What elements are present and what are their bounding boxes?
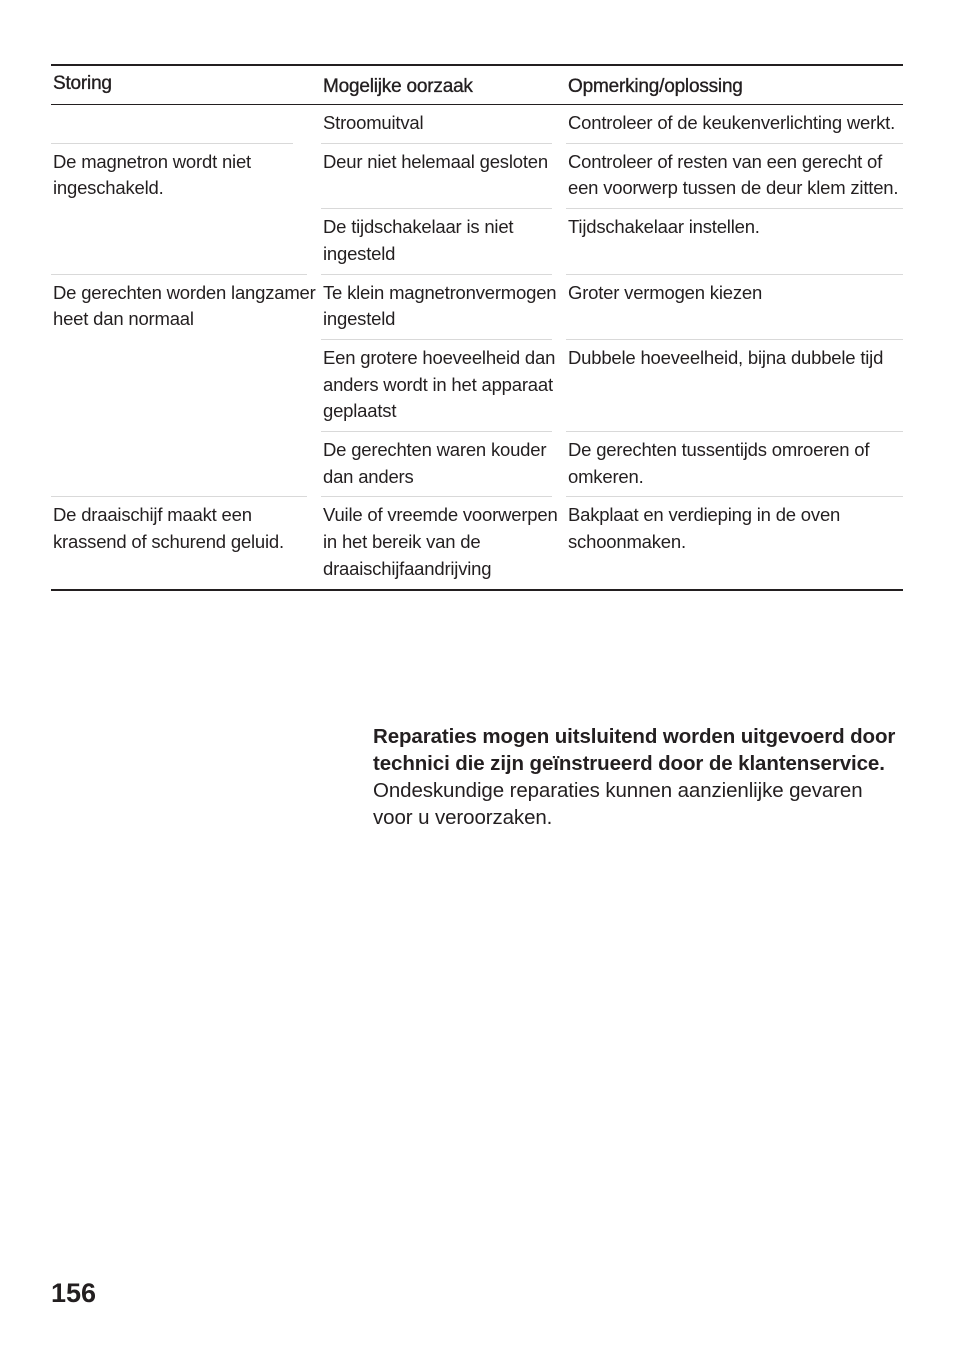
table-row [51,340,903,431]
cell-oplossing: Dubbele hoeveelheid, bijna dubbele tijd [568,346,884,368]
cell-storing [51,105,321,143]
repair-warning-regular: Ondeskundige reparaties kunnen aanzienlijke gevaren voor u veroorzaken. [373,779,863,829]
cell-storing [51,340,321,431]
table-body [51,105,903,590]
header-storing: Storing [51,65,321,105]
table-row [51,105,903,143]
troubleshooting-section [51,64,903,591]
table-header-row [51,65,903,105]
table-row [51,275,903,339]
cell-storing: De gerechten worden langzamer heet dan normaal [53,281,316,330]
cell-oplossing: Controleer of de keukenverlichting werkt. [568,112,896,133]
cell-oplossing: Controleer of resten van een gerecht of een voorwerp tussen de deur klem zitten. [568,150,899,199]
cell-oplossing: Tijdschakelaar instellen. [568,216,760,238]
repair-warning-bold: Reparaties mogen uitsluitend worden uitgevoerd door technici die zijn geïnstrueerd door de klantenservice. [373,725,896,775]
cell-storing: De draaischijf maakt een krassend of schurend geluid. [51,497,321,589]
header-oorzaak: Mogelijke oorzaak [321,65,566,105]
cell-oorzaak: Stroomuitval [323,112,424,133]
cell-oplossing: De gerechten tussentijds omroeren of omkeren. [568,439,870,487]
cell-oorzaak: De gerechten waren kouder dan anders [323,439,547,487]
repair-warning-note [373,723,903,831]
table-row [51,144,903,208]
cell-oorzaak: Deur niet helemaal gesloten [323,150,548,172]
page-number: 156 [51,1278,97,1308]
cell-oorzaak: De tijdschakelaar is niet ingesteld [323,216,514,264]
cell-oorzaak: Een grotere hoeveelheid dan anders wordt in het apparaat geplaatst [323,346,556,422]
cell-oplossing: Bakplaat en verdieping in de oven schoonmaken. [566,497,903,589]
table-row [51,209,903,273]
table-row [51,497,903,589]
troubleshooting-table [51,64,903,591]
cell-oorzaak: Vuile of vreemde voorwerpen in het bereik van de draaischijfaandrijving [321,497,566,589]
table-row [51,432,903,496]
cell-oorzaak: Te klein magnetronvermogen ingesteld [323,281,557,330]
cell-storing [51,209,321,273]
header-oplossing: Opmerking/oplossing [566,65,903,105]
cell-storing [51,432,321,496]
cell-oplossing: Groter vermogen kiezen [568,281,763,303]
cell-storing: De magnetron wordt niet ingeschakeld. [53,150,251,199]
